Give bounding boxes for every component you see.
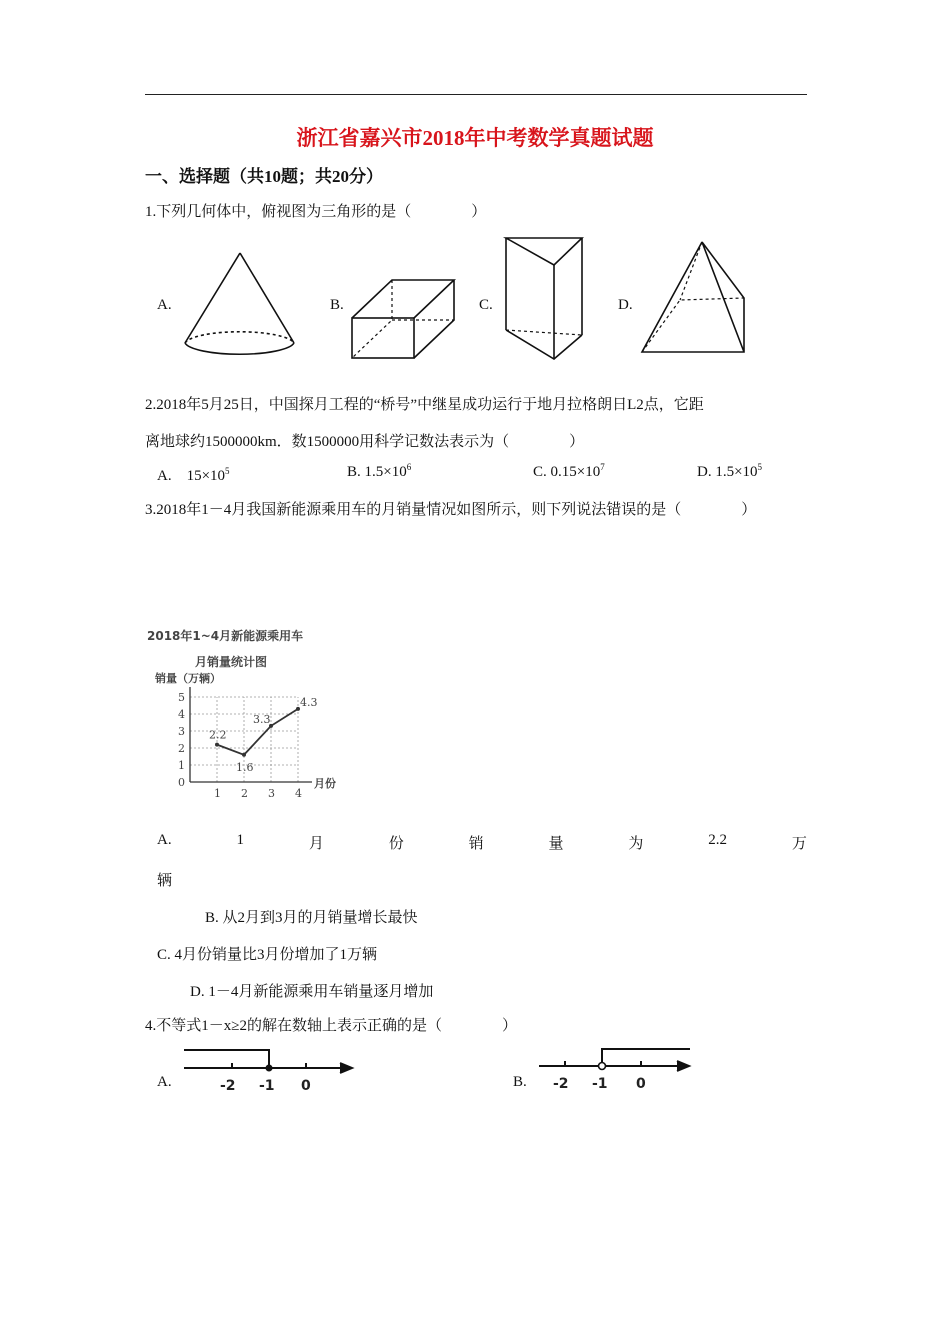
number-line-a-tick-label: -2 (220, 1078, 236, 1094)
q3-option-d: D. 1－4月新能源乘用车销量逐月增加 (190, 984, 434, 1000)
pyramid-figure (640, 240, 748, 356)
q2-option-b: B. $1.5\times 10^6$ (347, 462, 412, 480)
q1-option-a-label: A. (157, 297, 172, 313)
q3-option-a-token: 1 (236, 832, 244, 848)
q3-option-a-token: 份 (388, 836, 404, 852)
triangular-prism-figure (500, 235, 584, 363)
chart-data-label: 2.2 (209, 728, 227, 742)
chart-y-tick-label: 2 (178, 742, 185, 755)
q1-option-b-label: B. (330, 297, 344, 313)
chart-y-tick-label: 4 (178, 708, 185, 721)
question-2-stem-line1: 2.2018年5月25日，中国探月工程的“桥号”中继星成功运行于地月拉格朗日L2点，它距 (145, 397, 704, 413)
chart-subtitle: 月销量统计图 (195, 655, 268, 669)
question-2-stem-line2: 离地球约1500000km．数1500000用科学记数法表示为（ ） (145, 434, 585, 450)
q3-option-a-token: 量 (548, 836, 564, 852)
question-3-stem: 3.2018年1－4月我国新能源乘用车的月销量情况如图所示，则下列说法错误的是（ ） (145, 502, 757, 518)
chart-y-tick-label: 5 (178, 691, 185, 704)
number-line-a (180, 1044, 358, 1096)
chart-x-tick-label: 2 (241, 787, 248, 800)
chart-y-tick-label: 1 (178, 759, 185, 772)
number-line-a-tick-label: 0 (301, 1078, 311, 1094)
q3-option-a-token: 2.2 (708, 832, 728, 848)
sales-line-chart (160, 680, 340, 800)
q3-option-a-justified (157, 832, 807, 853)
number-line-b-tick-label: 0 (636, 1076, 646, 1092)
chart-x-tick-label: 3 (268, 787, 275, 800)
chart-x-tick-label: 1 (214, 787, 221, 800)
number-line-b-tick-label: -2 (553, 1076, 569, 1092)
cone-figure (180, 250, 300, 362)
q2-option-c: C. $0.15\times 10^7$ (533, 462, 605, 480)
q3-option-a-token: 为 (628, 836, 644, 852)
chart-y-tick-label: 0 (178, 776, 185, 789)
q2-option-a: A. $15\times 10^5$ (157, 466, 230, 484)
q3-option-a-token: 销 (468, 836, 484, 852)
chart-data-point (215, 743, 219, 747)
number-line-b (535, 1044, 695, 1096)
q3-option-a-token: 月 (308, 836, 324, 852)
chart-x-label: 月份 (314, 777, 336, 790)
chart-y-label: 销量（万辆） (155, 672, 221, 685)
header-rule (145, 94, 807, 95)
page-title: 浙江省嘉兴市2018年中考数学真题试题 (296, 126, 654, 150)
chart-title: 2018年1~4月新能源乘用车 (147, 629, 304, 643)
chart-y-tick-label: 3 (178, 725, 185, 738)
cuboid-figure (350, 278, 458, 360)
chart-x-tick-label: 4 (295, 787, 302, 800)
q1-option-c-label: C. (479, 297, 493, 313)
q3-option-a-token: 万 (791, 836, 807, 852)
chart-data-label: 1.6 (236, 760, 254, 774)
number-line-a-tick-label: -1 (259, 1078, 275, 1094)
q3-option-a-token: A. (157, 832, 172, 848)
q3-option-c: C. 4月份销量比3月份增加了1万辆 (157, 947, 378, 963)
q2-option-d: D. $1.5\times 10^5$ (697, 462, 763, 480)
section-heading: 一、选择题（共10题；共20分） (145, 167, 383, 186)
chart-data-label: 4.3 (300, 695, 318, 709)
chart-data-label: 3.3 (253, 712, 271, 726)
q3-option-b: B. 从2月到3月的月销量增长最快 (205, 910, 418, 926)
q4-option-b-label: B. (513, 1074, 527, 1090)
number-line-b-tick-label: -1 (592, 1076, 608, 1092)
question-1-stem: 1.下列几何体中，俯视图为三角形的是（ ） (145, 204, 487, 220)
q4-option-a-label: A. (157, 1074, 172, 1090)
q3-option-a-wrap: 辆 (157, 873, 173, 889)
q1-option-d-label: D. (618, 297, 633, 313)
question-4-stem: 4.不等式1－x≥2的解在数轴上表示正确的是（ ） (145, 1018, 517, 1034)
chart-data-point (242, 753, 246, 757)
